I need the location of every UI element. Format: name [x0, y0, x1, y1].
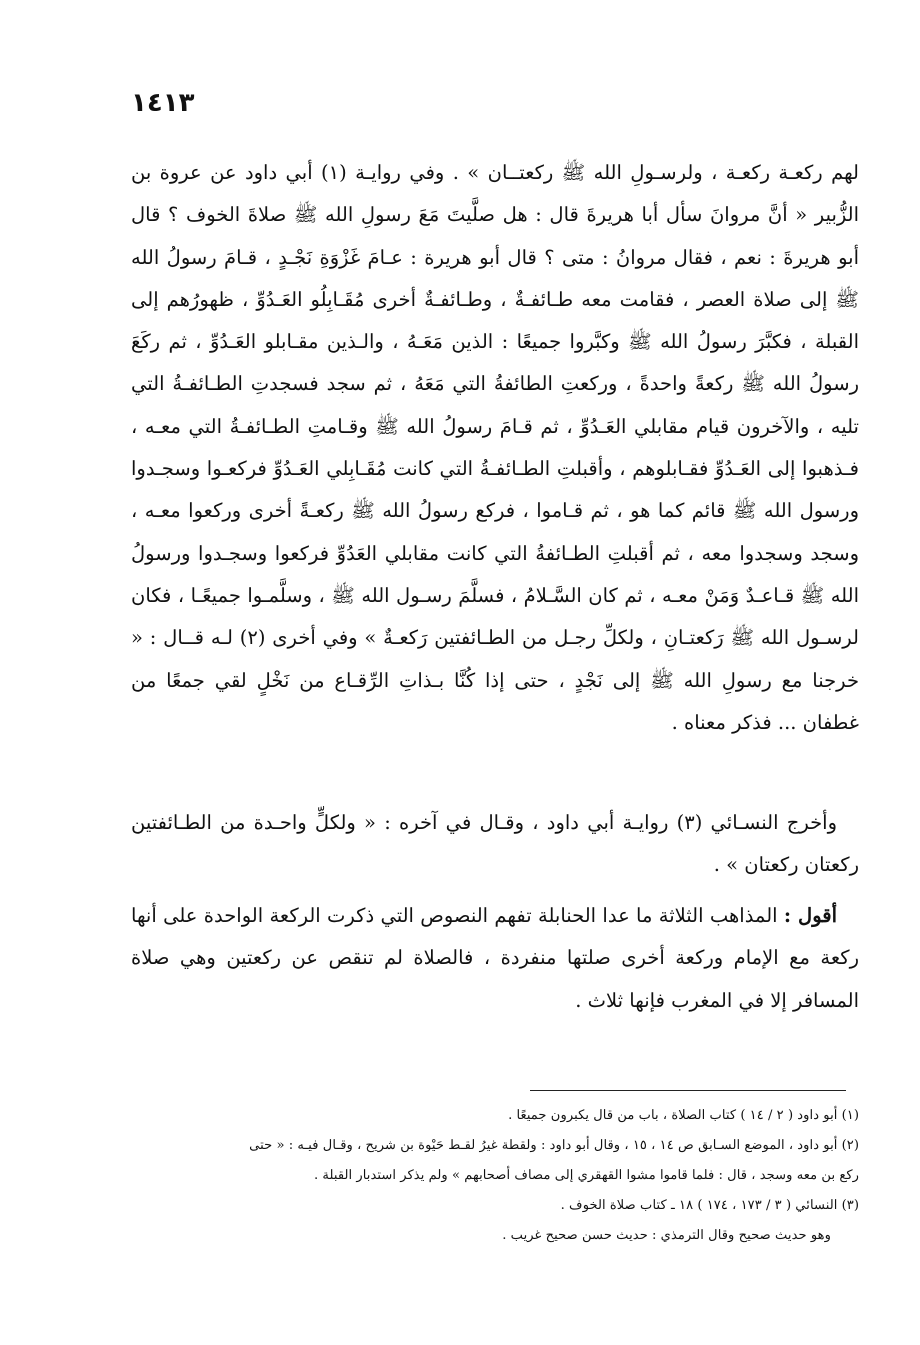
paragraph-hadith: لهم ركعـة ركعـة ، ولرسـولِ الله ﷺ ركعتــان » . وفي روايـة (١) أبي داود عن عروة بن الزُّبير « أنَّ مروانَ سأل أبا هريرةَ قال : هل صلَّيتَ مَعَ رسولِ الله ﷺ صلاةَ الخوف ؟ قال أبو هريرةَ : نعم ، فقال مروانُ : متى ؟ قال أبو هريرة : عـامَ غَزْوَةِ نَجْـدٍ ، قـامَ رسولُ الله ﷺ إلى صلاة العصر ، فقامت معه طـائفـةٌ ، وطـائفـةٌ أخرى مُقَـابِلُو العَـدُوِّ ، ظهورُهم إلى القبلة ، فكبَّرَ رسولُ الله ﷺ وكبَّروا جميعًا : الذين مَعَـهُ ، والـذين مقـابلو العَـدُوِّ ، ثم ركَعَ رسولُ الله ﷺ ركعةً واحدةً ، وركعتِ الطائفةُ التي مَعَهُ ، ثم سجد فسجدتِ الطـائفـةُ التي تليه ، والآخرون قيام مقابلي العَـدُوِّ ، ثم قـامَ رسولُ الله ﷺ وقـامتِ الطـائفـةُ التي معـه ، فـذهبوا إلى العَـدُوِّ فقـابلوهم ، وأقبلتِ الطـائفـةُ التي كانت مُقَـابِلي العَـدُوِّ فركعـوا وسجـدوا ورسول الله ﷺ قائم كما هو ، ثم قـاموا ، فركع رسولُ الله ﷺ ركعـةً أخرى وركعوا معـه ، وسجد وسجدوا معه ، ثم أقبلتِ الطـائفةُ التي كانت مقابلي العَدُوِّ فركعوا وسجـدوا ورسولُ الله ﷺ قـاعـدٌ وَمَنْ معـه ، ثم كان السَّـلامُ ، فسلَّمَ رسـول الله ﷺ ، وسلَّمـوا جميعًـا ، فكان لرسـول الله ﷺ رَكعتـانِ ، ولكلِّ رجـل من الطـائفتين رَكعـةٌ » وفي أخرى (٢) لـه قــال : « خرجنا مع رسولِ الله ﷺ إلى نَجْدٍ ، حتى إذا كُنَّا بـذاتِ الرِّقـاع من نَخْلٍ لقي جمعًا من غطفان ... فذكر معناه . — [131, 161, 859, 734]
paragraph-commentary — [131, 895, 859, 1022]
paragraph-nasai: وأخرج النسـائي (٣) روايـة أبي داود ، وقـال في آخره : « ولكلٍّ واحـدة من الطـائفتين ركعتان ركعتان » . — [131, 811, 859, 877]
footnote-divider — [530, 1090, 846, 1091]
aqul-label: أقول : — [783, 904, 838, 927]
footnote-2-continuation: ركع بن معه وسجد ، قال : فلما قاموا مشوا القهقري إلى مصاف أصحابهم » ولم يذكر استدبار القبلة . — [314, 1168, 859, 1183]
commentary-text: المذاهب الثلاثة ما عدا الحنابلة تفهم النصوص التي ذكرت الركعة الواحدة على أنها ركعة مع الإمام وركعة أخرى صلتها منفردة ، فالصلاة لم تنقص عن ركعتين وهي صلاة المسافر إلا في المغرب فإنها ثلاث . — [131, 904, 859, 1012]
footnotes — [131, 1101, 859, 1251]
footnote-2: (٢) أبو داود ، الموضع السـابق ص ١٤ ، ١٥ ، وقال أبو داود : ولقطة غيرُ لقـط حَيْوة بن شريح ، وقـال فيـه : « حتى — [249, 1138, 859, 1153]
footnote-1: (١) أبو داود ( ٢ / ١٤ ) كتاب الصلاة ، باب من قال يكبرون جميعًا . — [508, 1108, 859, 1123]
footnote-3-continuation: وهو حديث صحيح وقال الترمذي : حديث حسن صحيح غريب . — [502, 1228, 831, 1243]
footnote-3: (٣) النسائي ( ٣ / ١٧٣ ، ١٧٤ ) ١٨ ـ كتاب صلاة الخوف . — [560, 1198, 859, 1213]
page-number: ١٤١٣ — [131, 88, 195, 118]
